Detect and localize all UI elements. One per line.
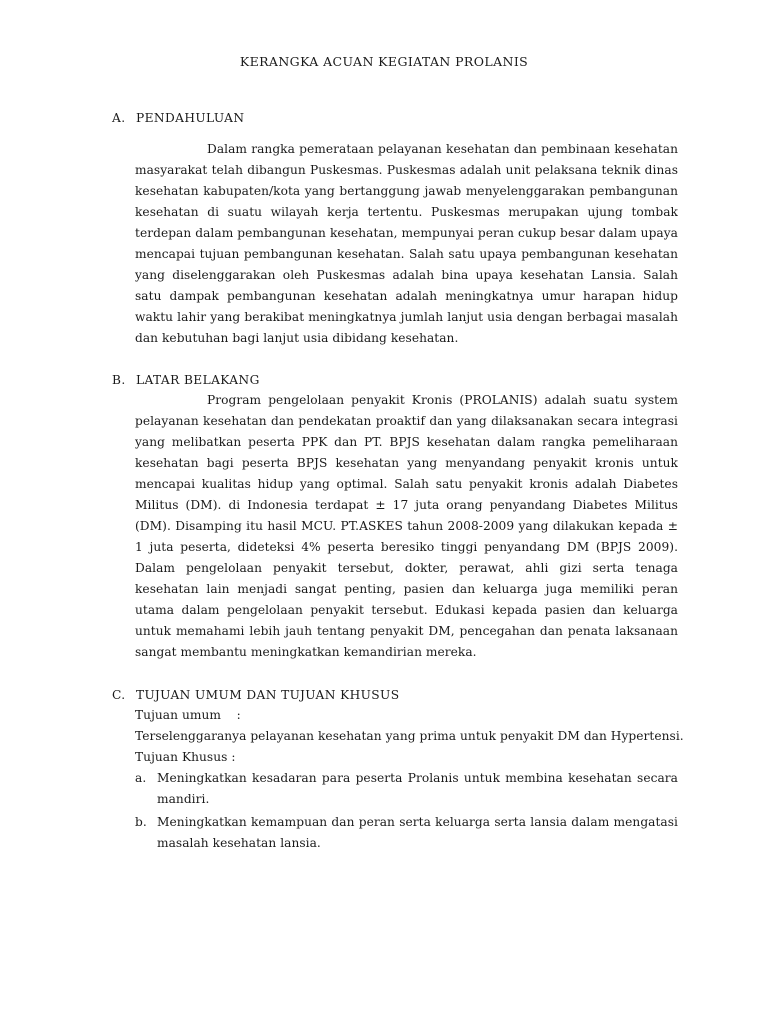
list-item xyxy=(135,768,678,810)
section-heading xyxy=(112,370,678,390)
section-letter: A. xyxy=(112,111,126,125)
section-letter: C. xyxy=(112,688,126,702)
section-latar-belakang xyxy=(112,370,678,663)
section-title: LATAR BELAKANG xyxy=(136,373,260,387)
list-item-text: Meningkatkan kesadaran para peserta Prolanis untuk membina kesehatan secara mandiri. xyxy=(157,771,678,806)
list-marker: b. xyxy=(135,815,147,829)
specific-goal-list xyxy=(135,768,678,854)
section-tujuan xyxy=(112,685,684,854)
section-pendahuluan xyxy=(112,108,678,349)
section-title: TUJUAN UMUM DAN TUJUAN KHUSUS xyxy=(136,688,400,702)
section-title: PENDAHULUAN xyxy=(136,111,245,125)
list-marker: a. xyxy=(135,771,147,785)
specific-goal-label: Tujuan Khusus : xyxy=(135,750,236,764)
list-item-text: Meningkatkan kemampuan dan peran serta keluarga serta lansia dalam mengatasi masalah kesehatan lansia. xyxy=(157,815,678,850)
section-letter: B. xyxy=(112,373,126,387)
section-heading xyxy=(112,108,678,128)
general-goal-text: Terselenggaranya pelayanan kesehatan yang prima untuk penyakit DM dan Hypertensi. xyxy=(135,729,684,743)
section-paragraph: Dalam rangka pemerataan pelayanan kesehatan dan pembinaan kesehatan masyarakat telah dibangun Puskesmas. Puskesmas adalah unit pelaksana teknik dinas kesehatan kabupaten/kota yang bertanggung jawab menyelenggarakan pembangunan kesehatan di suatu wilayah kerja tertentu. Puskesmas merupakan ujung tombak terdepan dalam pembangunan kesehatan, mempunyai peran cukup besar dalam upaya mencapai tujuan pembangunan kesehatan. Salah satu upaya pembangunan kesehatan yang diselenggarakan oleh Puskesmas adalah bina upaya kesehatan Lansia. Salah satu dampak pembangunan kesehatan adalah meningkatnya umur harapan hidup waktu lahir yang berakibat meningkatnya jumlah lanjut usia dengan berbagai masalah dan kebutuhan bagi lanjut usia dibidang kesehatan. xyxy=(135,142,678,345)
general-goal-label: Tujuan umum : xyxy=(135,708,241,722)
section-paragraph: Program pengelolaan penyakit Kronis (PROLANIS) adalah suatu system pelayanan kesehatan dan pendekatan proaktif dan yang dilaksanakan secara integrasi yang melibatkan peserta PPK dan PT. BPJS kesehatan dalam rangka pemeliharaan kesehatan bagi peserta BPJS kesehatan yang menyandang penyakit kronis untuk mencapai kualitas hidup yang optimal. Salah satu penyakit kronis adalah Diabetes Militus (DM). di Indonesia terdapat ± 17 juta orang penyandang Diabetes Militus (DM). Disamping itu hasil MCU. PT.ASKES tahun 2008-2009 yang dilakukan kepada ± 1 juta peserta, dideteksi 4% peserta beresiko tinggi penyandang DM (BPJS 2009). Dalam pengelolaan penyakit tersebut, dokter, perawat, ahli gizi serta tenaga kesehatan lain menjadi sangat penting, pasien dan keluarga juga memiliki peran utama dalam pengelolaan penyakit tersebut. Edukasi kepada pasien dan keluarga untuk memahami lebih jauh tentang penyakit DM, pencegahan dan penata laksanaan sangat membantu meningkatkan kemandirian mereka. xyxy=(135,393,678,659)
section-heading xyxy=(112,685,678,705)
list-item xyxy=(135,812,678,854)
document-title: KERANGKA ACUAN KEGIATAN PROLANIS xyxy=(239,54,529,69)
